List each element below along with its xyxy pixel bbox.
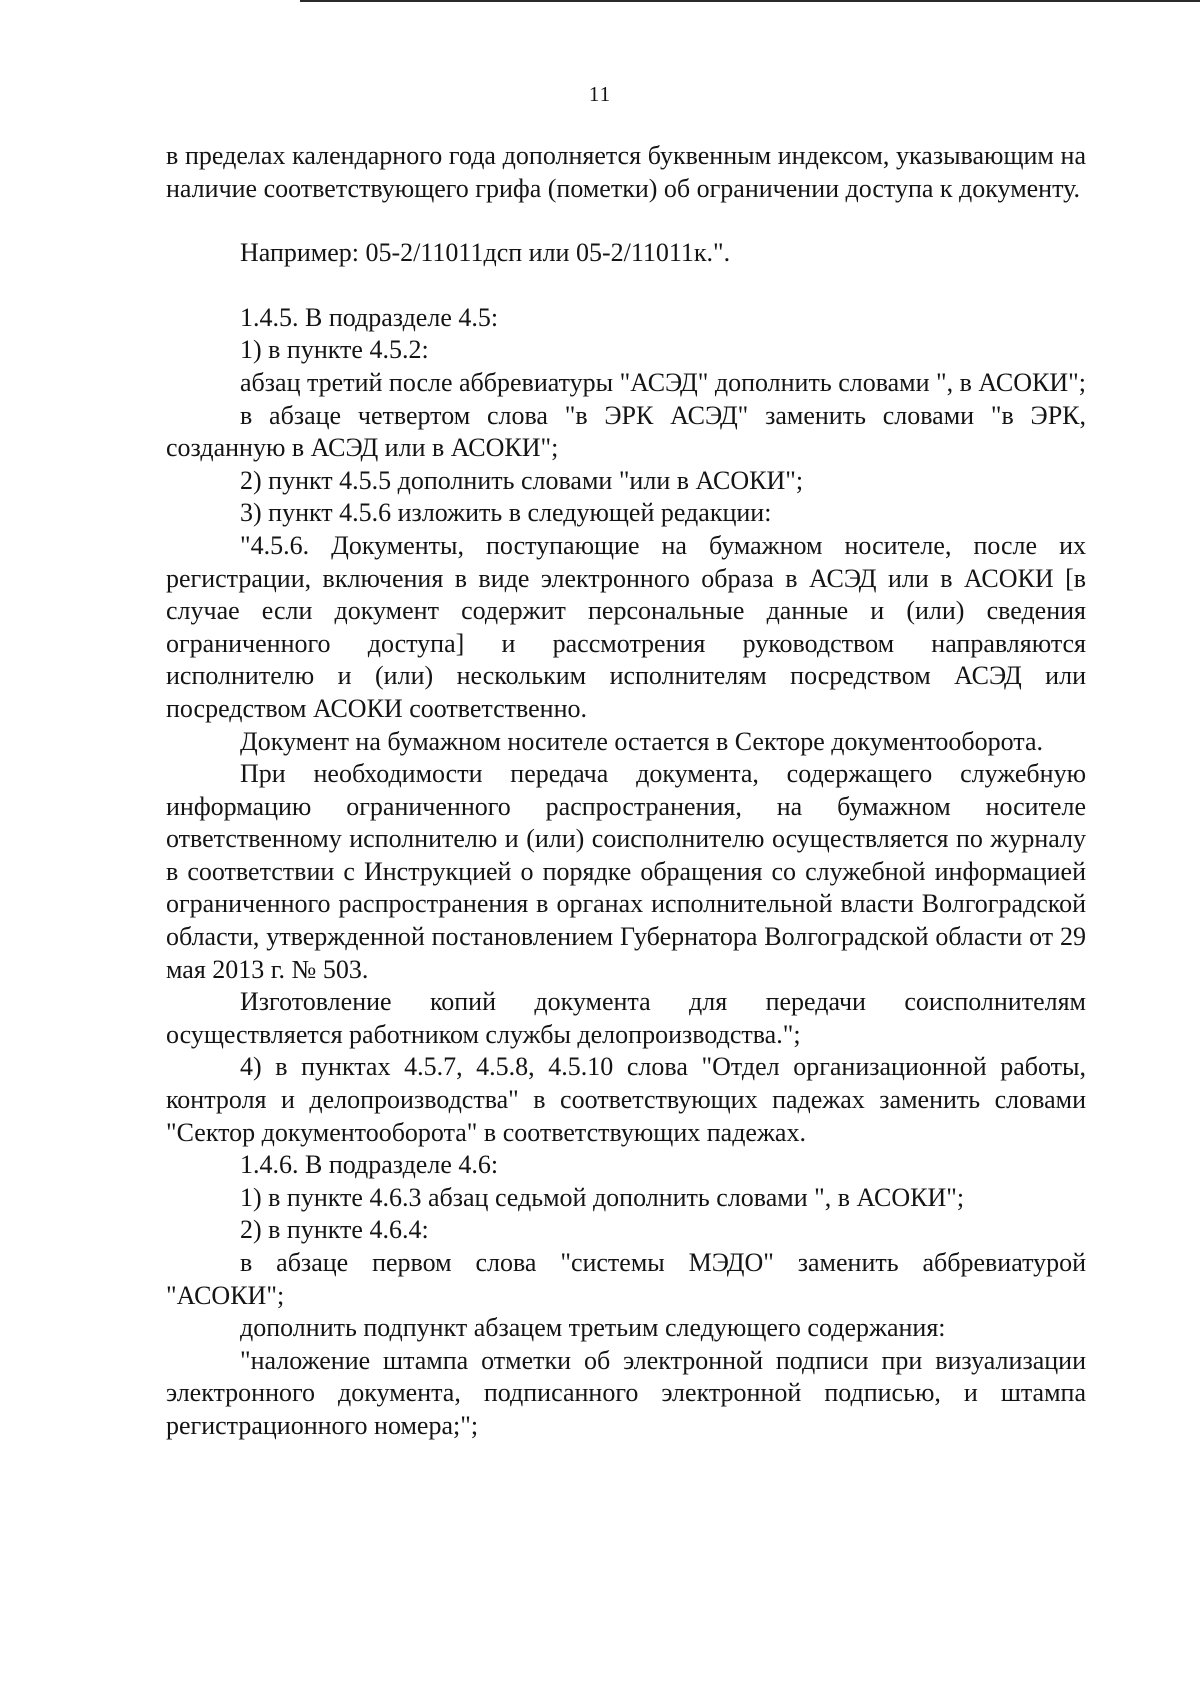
- subsection-heading: 1.4.6. В подразделе 4.6:: [240, 1150, 499, 1180]
- paragraph: "4.5.6. Документы, поступающие на бумажном носителе, после их регистрации, включения в виде электронного образа в АСЭД или в АСОКИ [в случае если документ содержит персональные данные и (или) сведения ограниченного доступа] и рассмотрения руководством направляются исполнителю и (или) нескольким исполнителям посредством АСЭД или посредством АСОКИ соответственно.: [166, 530, 1086, 723]
- paragraph: 1) в пункте 4.5.2:: [240, 335, 429, 365]
- paragraph: 2) в пункте 4.6.4:: [240, 1215, 429, 1245]
- page-number: 11: [588, 82, 612, 106]
- paragraph: При необходимости передача документа, содержащего служебную информацию ограниченного распространения, на бумажном носителе ответственному исполнителю и (или) соисполнителю осуществляется по журналу в соответствии с Инструкцией о порядке обращения со служебной информацией ограниченного распространения в органах исполнительной власти Волгоградской области, утвержденной постановлением Губернатора Волгоградской области от 29 мая 2013 г. № 503.: [166, 759, 1086, 984]
- paragraph: "наложение штампа отметки об электронной подписи при визуализации электронного документа, подписанного электронной подписью, и штампа регистрационного номера;";: [166, 1345, 1086, 1440]
- paragraph: дополнить подпункт абзацем третьим следующего содержания:: [240, 1313, 946, 1343]
- paragraph: 2) пункт 4.5.5 дополнить словами "или в АСОКИ";: [240, 465, 804, 495]
- paragraph: абзац третий после аббревиатуры "АСЭД" дополнить словами ", в АСОКИ";: [240, 367, 1086, 397]
- document-body: [166, 140, 1086, 1443]
- paragraph-example: Например: 05-2/11011дсп или 05-2/11011к.".: [240, 238, 731, 268]
- paragraph: в абзаце четвертом слова "в ЭРК АСЭД" заменить словами "в ЭРК, созданную в АСЭД или в АСОКИ";: [166, 400, 1086, 463]
- subsection-heading: 1.4.5. В подразделе 4.5:: [240, 302, 499, 332]
- page-top-edge: [300, 0, 1200, 2]
- paragraph: Изготовление копий документа для передачи соисполнителям осуществляется работником службы делопроизводства.";: [166, 987, 1086, 1049]
- paragraph: 3) пункт 4.5.6 изложить в следующей редакции:: [240, 498, 772, 528]
- paragraph: в пределах календарного года дополняется буквенным индексом, указывающим на наличие соответствующего грифа (пометки) об ограничении доступа к документу.: [166, 141, 1086, 203]
- paragraph: 4) в пунктах 4.5.7, 4.5.8, 4.5.10 слова "Отдел организационной работы, контроля и делопроизводства" в соответствующих падежах заменить словами "Сектор документооборота" в соответствующих падежах.: [166, 1052, 1086, 1147]
- paragraph: 1) в пункте 4.6.3 абзац седьмой дополнить словами ", в АСОКИ";: [240, 1182, 965, 1212]
- paragraph: Документ на бумажном носителе остается в Секторе документооборота.: [240, 726, 1043, 756]
- paragraph: в абзаце первом слова "системы МЭДО" заменить аббревиатурой "АСОКИ";: [166, 1248, 1086, 1310]
